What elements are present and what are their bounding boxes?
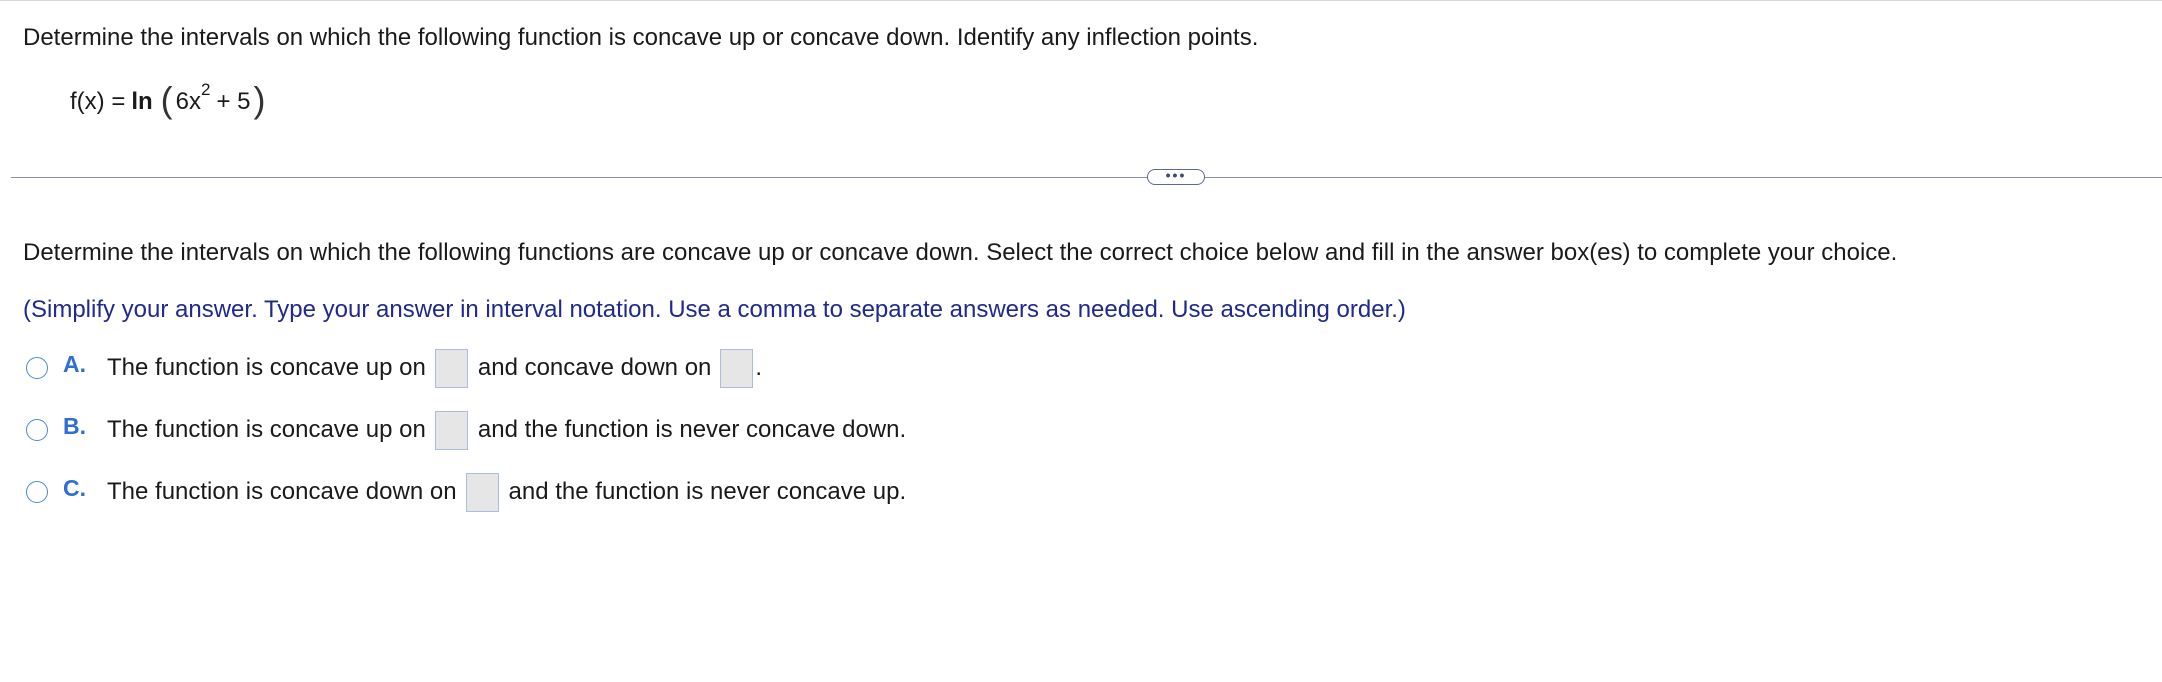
choice-letter-b: B. [63, 412, 86, 439]
choice-a-text-middle: and concave down on [477, 354, 712, 381]
formula-lhs: f(x) = [70, 88, 126, 115]
expand-more-button[interactable] [1147, 169, 1205, 185]
formula-inner-rest: + 5 [216, 88, 251, 115]
choice-a-text-before: The function is concave up on [107, 354, 426, 381]
top-rule [0, 0, 2162, 1]
answer-box-c-concave-down[interactable] [466, 473, 499, 512]
formula-function-name: ln [131, 88, 153, 115]
hint-text: (Simplify your answer. Type your answer in interval notation. Use a comma to separate answers as needed. Use ascending order.) [23, 296, 1406, 323]
choice-a-period: . [755, 354, 763, 381]
choice-c-text-after: and the function is never concave up. [508, 478, 907, 505]
choice-letter-c: C. [63, 474, 86, 501]
choice-b-text-after: and the function is never concave down. [477, 416, 907, 443]
radio-button-b[interactable] [26, 419, 48, 441]
formula-open-paren: ( [160, 79, 173, 120]
more-dots-icon: ••• [1165, 167, 1187, 183]
choice-a[interactable] [26, 348, 762, 388]
choice-c[interactable] [26, 472, 906, 512]
choice-letter-a: A. [63, 350, 86, 377]
choice-c-text-before: The function is concave down on [107, 478, 457, 505]
formula-inner-base: 6x [175, 88, 202, 115]
formula-close-paren: ) [253, 79, 266, 120]
section-divider [11, 177, 2162, 178]
answer-box-a-concave-down[interactable] [720, 349, 753, 388]
answer-box-a-concave-up[interactable] [435, 349, 468, 388]
answer-box-b-concave-up[interactable] [435, 411, 468, 450]
question-text: Determine the intervals on which the following function is concave up or concave down. Identify any inflection points. [23, 24, 1259, 51]
radio-button-c[interactable] [26, 481, 48, 503]
function-formula: f(x) = ln ( 6x $^2$ + 5 ) [70, 79, 266, 120]
instruction-text: Determine the intervals on which the following functions are concave up or concave down. Select the correct choice below and fill in the answer box(es) to complete your choice. [23, 239, 1898, 266]
choice-b[interactable] [26, 410, 906, 450]
choice-b-text-before: The function is concave up on [107, 416, 426, 443]
radio-button-a[interactable] [26, 357, 48, 379]
